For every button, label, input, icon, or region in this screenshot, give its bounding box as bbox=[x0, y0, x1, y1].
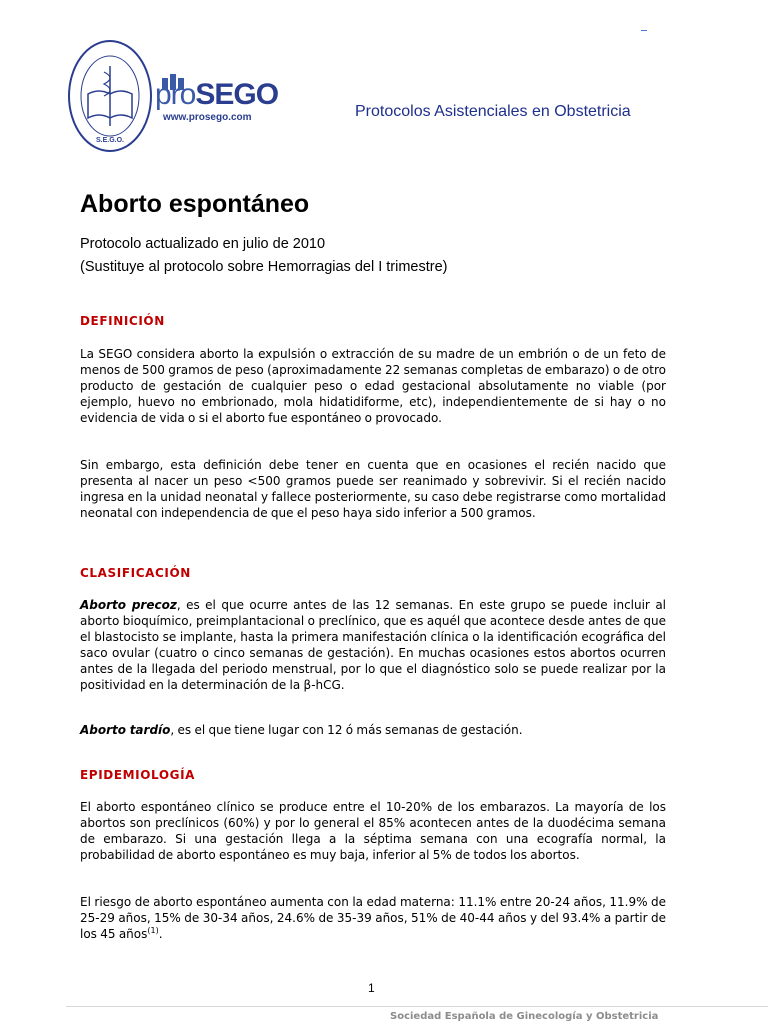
text-aborto-tardio: , es el que tiene lugar con 12 ó más semanas de gestación. bbox=[170, 723, 523, 737]
footer-divider bbox=[66, 1006, 768, 1007]
page-number: 1 bbox=[368, 981, 375, 995]
term-aborto-precoz: Aborto precoz bbox=[80, 598, 177, 612]
logo-pro: pro bbox=[155, 78, 196, 111]
paragraph-epidemiologia-2 bbox=[80, 894, 666, 942]
footer-society: Sociedad Española de Ginecología y Obstetricia bbox=[390, 1011, 659, 1022]
subtitle-replaces: (Sustituye al protocolo sobre Hemorragias del I trimestre) bbox=[80, 259, 448, 275]
paragraph-definicion-2: Sin embargo, esta definición debe tener en cuenta que en ocasiones el recién nacido que presenta al nacer un peso <500 gramos puede ser reanimado y sobrevivir. Si el recién nacido ingresa en la unidad neonatal y fallece posteriormente, su caso debe registrarse como mortalidad neonatal con independencia de que el peso haya sido inferior a 500 gramos. bbox=[80, 458, 666, 520]
term-aborto-tardio: Aborto tardío bbox=[80, 723, 171, 737]
header-title: Protocolos Asistenciales en Obstetricia bbox=[355, 103, 631, 120]
text-aborto-precoz: , es el que ocurre antes de las 12 semanas. En este grupo se puede incluir al aborto bioquímico, preimplantacional o preclínico, que es aquél que acontece desde antes de que el blastocisto se implante, hasta la primera manifestación clínica o la identificación ecográfica del saco ovular (cuatro o cinco semanas de gestación). En muchas ocasiones estos abortos ocurren antes de la llegada del periodo menstrual, por lo que el diagnóstico solo se puede realizar por la positividad en la determinación de la β-hCG. bbox=[80, 598, 667, 692]
section-heading-epidemiologia: EPIDEMIOLOGÍA bbox=[80, 768, 196, 782]
decorative-dash bbox=[641, 30, 647, 31]
subtitle-updated: Protocolo actualizado en julio de 2010 bbox=[80, 236, 326, 252]
logo-sego: SEGO bbox=[195, 78, 279, 111]
logo-url[interactable]: www.prosego.com bbox=[163, 112, 252, 123]
section-heading-definicion: DEFINICIÓN bbox=[80, 314, 165, 328]
paragraph-aborto-precoz bbox=[80, 597, 666, 693]
section-heading-clasificacion: CLASIFICACIÓN bbox=[80, 566, 191, 580]
paragraph-epidemiologia-1: El aborto espontáneo clínico se produce entre el 10-20% de los embarazos. La mayoría de los abortos son preclínicos (60%) y por lo general el 85% acontecen antes de la duodécima semana de embarazo. Si una gestación llega a la séptima semana con una ecografía normal, la probabilidad de aborto espontáneo es muy baja, inferior al 5% de todos los abortos. bbox=[80, 800, 666, 862]
paragraph-aborto-tardio bbox=[80, 722, 666, 738]
reference-superscript[interactable]: (1) bbox=[147, 926, 159, 935]
text-riesgo-edad: El riesgo de aborto espontáneo aumenta con la edad materna: 11.1% entre 20-24 años, 11.9% de 25-29 años, 15% de 30-34 años, 24.6% de 35-39 años, 51% de 40-44 años y del 93.4% a partir de los 45 años bbox=[80, 895, 666, 941]
paragraph-definicion-1: La SEGO considera aborto la expulsión o extracción de su madre de un embrión o de un feto de menos de 500 gramos de peso (aproximadamente 22 semanas completas de embarazo) o de otro producto de gestación de cualquier peso o edad gestacional absolutamente no viable (por ejemplo, huevo no embrionado, mola hidatidiforme, etc), independientemente de si hay o no evidencia de vida o si el aborto fue espontáneo o provocado. bbox=[80, 347, 666, 425]
seal-bottom-text: S.E.G.O. bbox=[95, 137, 125, 144]
text-riesgo-end: . bbox=[158, 927, 163, 941]
prosego-logo bbox=[155, 80, 278, 110]
page-title: Aborto espontáneo bbox=[80, 190, 310, 218]
sego-seal-logo bbox=[66, 38, 154, 154]
